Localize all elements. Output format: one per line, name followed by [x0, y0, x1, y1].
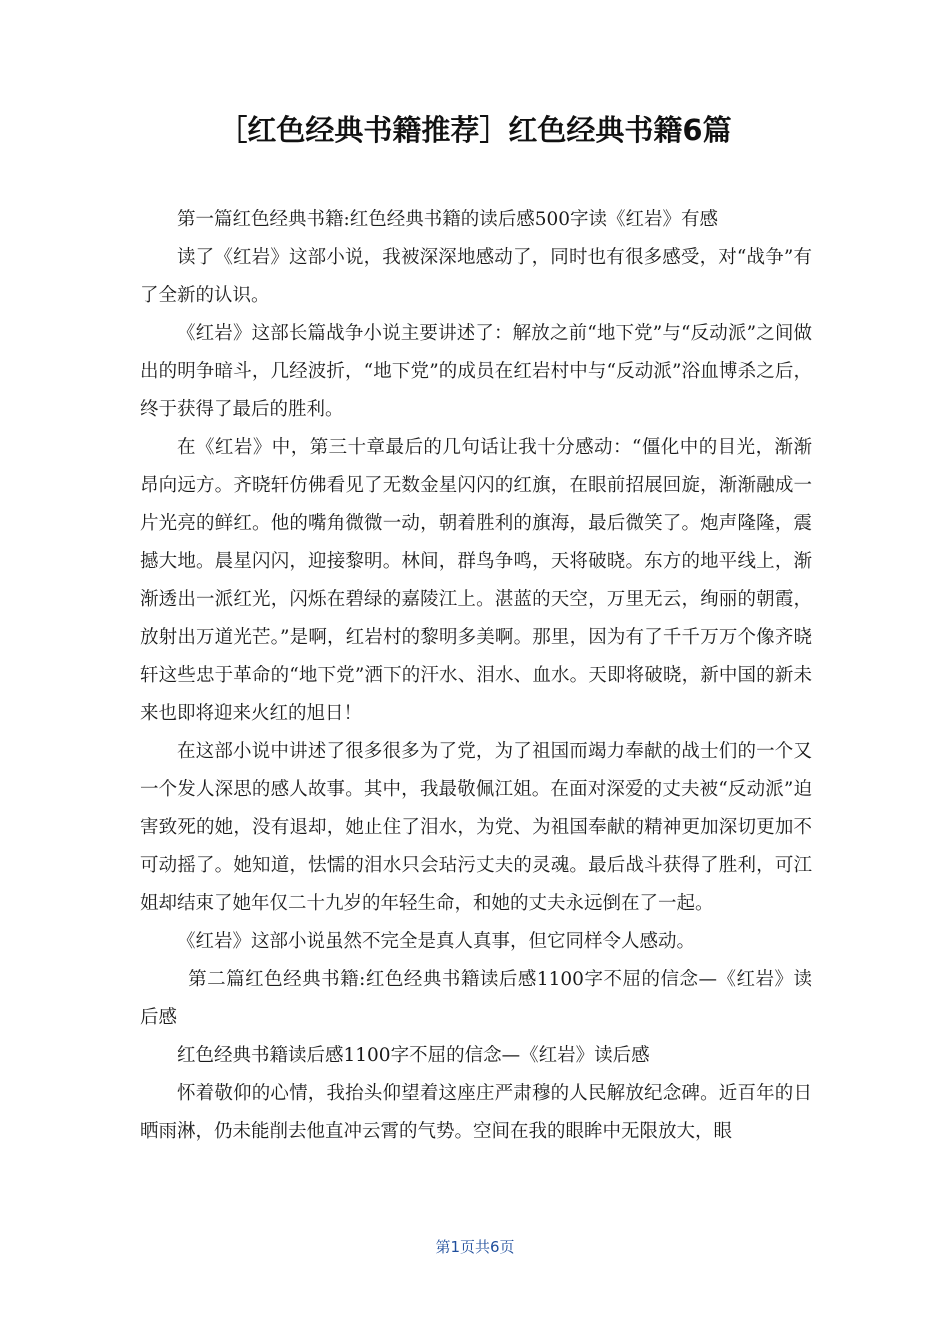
paragraph-7: 第二篇红色经典书籍:红色经典书籍读后感1100字不屈的信念—《红岩》读后感: [140, 969, 812, 1028]
paragraph-1: 第一篇红色经典书籍:红色经典书籍的读后感500字读《红岩》有感: [177, 209, 719, 230]
paragraph-8: 红色经典书籍读后感1100字不屈的信念—《红岩》读后感: [177, 1045, 650, 1066]
paragraph-2: 读了《红岩》这部小说，我被深深地感动了，同时也有很多感受，对“战争”有了全新的认识。: [140, 247, 812, 306]
document-body: [140, 201, 812, 1151]
document-title: ［红色经典书籍推荐］红色经典书籍6篇: [218, 113, 732, 147]
paragraph-5: 在这部小说中讲述了很多很多为了党，为了祖国而竭力奉献的战士们的一个又一个发人深思的感人故事。其中，我最敬佩江姐。在面对深爱的丈夫被“反动派”迫害致死的她，没有退却，她止住了泪水，为党、为祖国奉献的精神更加深切更加不可动摇了。她知道，怯懦的泪水只会玷污丈夫的灵魂。最后战斗获得了胜利，可江姐却结束了她年仅二十九岁的年轻生命，和她的丈夫永远倒在了一起。: [140, 741, 812, 914]
paragraph-4: 在《红岩》中，第三十章最后的几句话让我十分感动：“僵化中的目光，渐渐昂向远方。齐晓轩仿佛看见了无数金星闪闪的红旗，在眼前招展回旋，渐渐融成一片光亮的鲜红。他的嘴角微微一动，朝着胜利的旗海，最后微笑了。炮声隆隆，震撼大地。晨星闪闪，迎接黎明。林间，群鸟争鸣，天将破晓。东方的地平线上，渐渐透出一派红光，闪烁在碧绿的嘉陵江上。湛蓝的天空，万里无云，绚丽的朝霞，放射出万道光芒。”是啊，红岩村的黎明多美啊。那里，因为有了千千万万个像齐晓轩这些忠于革命的“地下党”洒下的汗水、泪水、血水。天即将破晓，新中国的新未来也即将迎来火红的旭日！: [140, 437, 812, 724]
page-footer: 第1页共6页: [435, 1238, 515, 1256]
paragraph-6: 《红岩》这部小说虽然不完全是真人真事，但它同样令人感动。: [177, 931, 696, 952]
paragraph-3: 《红岩》这部长篇战争小说主要讲述了：解放之前“地下党”与“反动派”之间做出的明争暗斗，几经波折，“地下党”的成员在红岩村中与“反动派”浴血博杀之后，终于获得了最后的胜利。: [140, 323, 812, 420]
paragraph-9: 怀着敬仰的心情，我抬头仰望着这座庄严肃穆的人民解放纪念碑。近百年的日晒雨淋，仍未能削去他直冲云霄的气势。空间在我的眼眸中无限放大，眼: [140, 1083, 812, 1142]
